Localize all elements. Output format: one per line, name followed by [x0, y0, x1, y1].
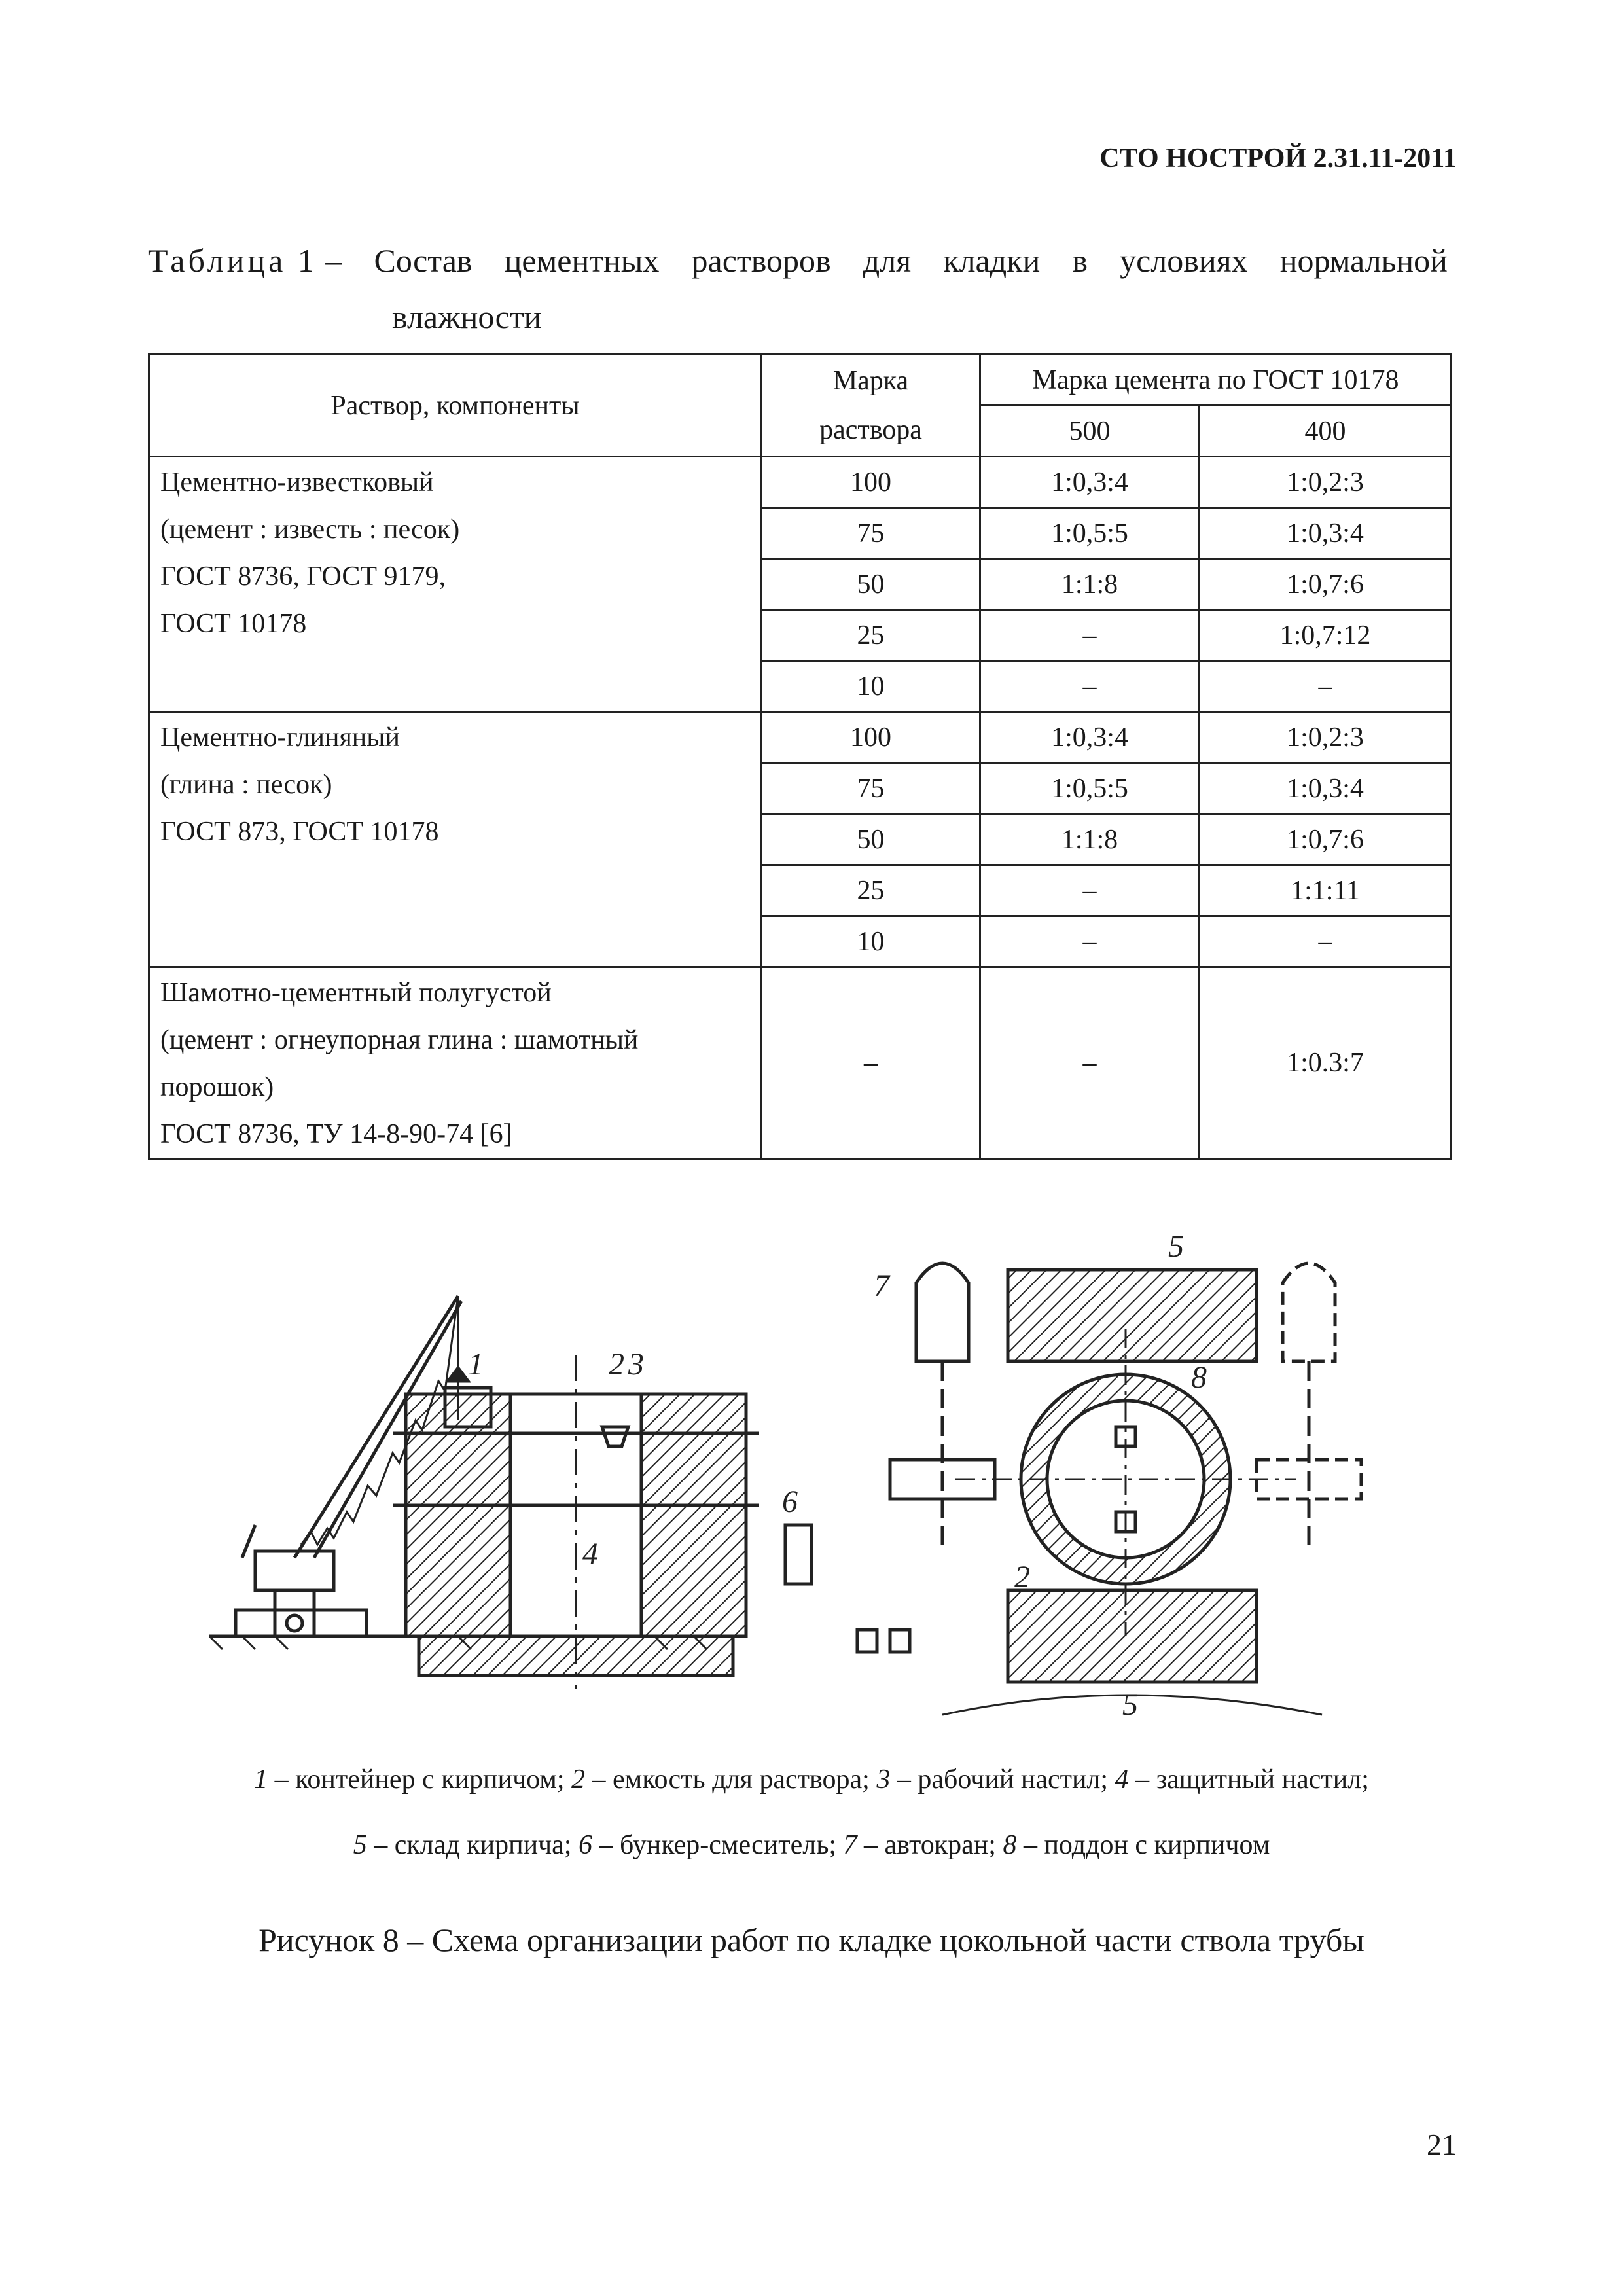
figure-label-1: 1	[468, 1347, 484, 1382]
header-grade-top: Марка	[832, 365, 909, 396]
cement-400-cell: –	[1200, 916, 1452, 967]
cement-500-cell: 1:0,3:4	[980, 457, 1200, 508]
legend-number: 6	[578, 1830, 592, 1860]
header-cement-500: 500	[980, 406, 1200, 457]
cement-500-cell: 1:1:8	[980, 814, 1200, 865]
component-line: ГОСТ 8736, ТУ 14-8-90-74 [6]	[160, 1119, 512, 1149]
figure-label-6: 6	[782, 1484, 798, 1519]
cement-400-cell: 1:0.3:7	[1200, 967, 1452, 1159]
brick-storage-bottom	[1008, 1590, 1257, 1682]
legend-number: 5	[353, 1830, 367, 1860]
component-line: (цемент : огнеупорная глина : шамотный	[160, 1025, 639, 1055]
legend-text: – емкость для раствора;	[585, 1765, 877, 1795]
mortar-grade-cell: 10	[762, 661, 980, 712]
legend-number: 4	[1115, 1765, 1129, 1795]
cement-400-cell: 1:0,3:4	[1200, 508, 1452, 559]
caption-dash: –	[325, 242, 342, 279]
table-row	[149, 457, 1452, 508]
component-cell	[149, 457, 762, 712]
component-cell	[149, 712, 762, 967]
legend-text: – контейнер с кирпичом;	[268, 1765, 572, 1795]
cement-500-cell: –	[980, 661, 1200, 712]
cement-500-cell: –	[980, 865, 1200, 916]
cement-400-cell: 1:1:11	[1200, 865, 1452, 916]
cement-400-cell: 1:0,3:4	[1200, 763, 1452, 814]
component-cell	[149, 967, 762, 1159]
caption-word: условиях	[1120, 242, 1248, 279]
figure-label-7: 7	[874, 1268, 889, 1303]
figure-label-2: 2	[609, 1347, 624, 1382]
header-components: Раствор, компоненты	[149, 355, 762, 457]
legend-text: – рабочий настил;	[890, 1765, 1115, 1795]
cement-400-cell: 1:0,7:6	[1200, 814, 1452, 865]
truck-crane-left	[916, 1263, 969, 1361]
component-line: ГОСТ 873, ГОСТ 10178	[160, 817, 439, 847]
cement-500-cell: 1:0,3:4	[980, 712, 1200, 763]
legend-number: 3	[876, 1765, 891, 1795]
cement-500-cell: 1:1:8	[980, 559, 1200, 610]
document-header: СТО НОСТРОЙ 2.31.11-2011	[1099, 143, 1457, 173]
legend-text: – защитный настил;	[1128, 1765, 1369, 1795]
mortar-composition-table	[148, 353, 1452, 1160]
legend-text: – бункер-смеситель;	[592, 1830, 844, 1860]
cement-400-cell: 1:0,7:12	[1200, 610, 1452, 661]
cement-500-cell: –	[980, 967, 1200, 1159]
table-label: Таблица 1	[148, 242, 317, 279]
mortar-grade-cell: 25	[762, 865, 980, 916]
figure-label-5b: 5	[1122, 1687, 1138, 1722]
component-line: порошок)	[160, 1072, 274, 1102]
header-cement-400: 400	[1200, 406, 1452, 457]
caption-word: нормальной	[1279, 242, 1448, 279]
component-line: Цементно-известковый	[160, 467, 434, 497]
mortar-grade-cell: 75	[762, 508, 980, 559]
cement-500-cell: 1:0,5:5	[980, 508, 1200, 559]
legend-text: – склад кирпича;	[366, 1830, 579, 1860]
legend-number: 2	[571, 1765, 586, 1795]
site-plan-diagram	[759, 1230, 1466, 1728]
figure-label-8: 8	[1191, 1360, 1207, 1395]
mortar-grade-cell: 25	[762, 610, 980, 661]
mortar-grade-cell: 10	[762, 916, 980, 967]
component-line: ГОСТ 10178	[160, 609, 307, 639]
chimney-wall-right	[641, 1394, 746, 1636]
table-row	[149, 712, 1452, 763]
header-mortar-grade	[762, 355, 980, 457]
mortar-grade-cell: –	[762, 967, 980, 1159]
caption-word: кладки	[943, 242, 1041, 279]
legend-text: – автокран;	[857, 1830, 1003, 1860]
caption-word: для	[863, 242, 912, 279]
header-cement-grade: Марка цемента по ГОСТ 10178	[980, 355, 1452, 406]
table-caption	[148, 232, 1448, 345]
caption-word: цементных	[504, 242, 660, 279]
mortar-grade-cell: 50	[762, 559, 980, 610]
mortar-grade-cell: 75	[762, 763, 980, 814]
mortar-grade-cell: 50	[762, 814, 980, 865]
cement-400-cell: 1:0,7:6	[1200, 559, 1452, 610]
caption-word: Состав	[374, 242, 473, 279]
mortar-grade-cell: 100	[762, 712, 980, 763]
brick-storage-top	[1008, 1270, 1257, 1361]
figure-label-2-plan: 2	[1014, 1560, 1030, 1594]
cement-400-cell: 1:0,2:3	[1200, 712, 1452, 763]
figure-caption: Рисунок 8 – Схема организации работ по кладке цокольной части ствола трубы	[259, 1922, 1364, 1958]
figure-label-3: 3	[628, 1347, 644, 1382]
chimney-wall-left	[406, 1394, 510, 1636]
truck-crane-right	[1283, 1263, 1335, 1361]
header-grade-bottom: раствора	[819, 414, 922, 445]
component-line: ГОСТ 8736, ГОСТ 9179,	[160, 562, 446, 592]
legend-text: – поддон с кирпичом	[1016, 1830, 1270, 1860]
mortar-grade-cell: 100	[762, 457, 980, 508]
component-line: (глина : песок)	[160, 770, 332, 800]
crane-section-diagram	[196, 1270, 825, 1715]
page-number: 21	[1427, 2128, 1457, 2161]
table-row	[149, 967, 1452, 1159]
legend-number: 1	[254, 1765, 268, 1795]
mixer-hopper	[785, 1525, 812, 1584]
figure-legend-line-2	[0, 1829, 1623, 1861]
foundation	[419, 1636, 733, 1676]
component-line: Цементно-глиняный	[160, 723, 400, 753]
cement-400-cell: 1:0,2:3	[1200, 457, 1452, 508]
component-line: Шамотно-цементный полугустой	[160, 978, 552, 1008]
cement-500-cell: –	[980, 610, 1200, 661]
cement-500-cell: 1:0,5:5	[980, 763, 1200, 814]
caption-line-2: влажности	[392, 298, 542, 335]
component-line: (цемент : известь : песок)	[160, 514, 460, 545]
figure-label-5: 5	[1168, 1230, 1184, 1264]
cement-500-cell: –	[980, 916, 1200, 967]
figure-legend-line-1	[0, 1764, 1623, 1795]
legend-number: 7	[843, 1830, 857, 1860]
cement-400-cell: –	[1200, 661, 1452, 712]
caption-word: растворов	[691, 242, 831, 279]
legend-number: 8	[1003, 1830, 1017, 1860]
figure-label-4: 4	[582, 1537, 598, 1571]
caption-word: в	[1072, 242, 1088, 279]
